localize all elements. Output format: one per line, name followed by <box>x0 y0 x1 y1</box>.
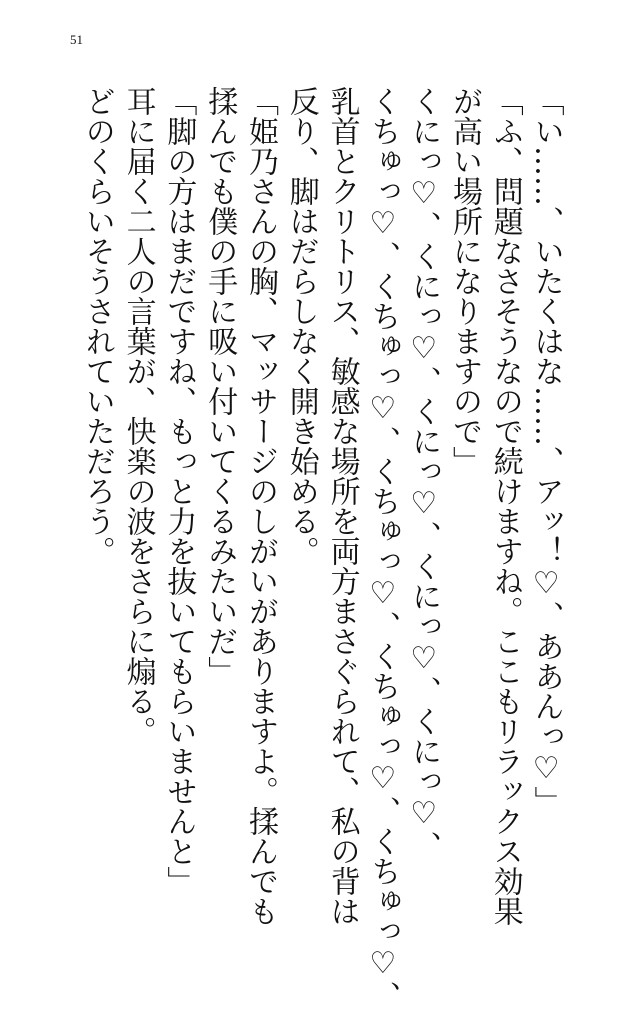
text-line-11: 耳に届く二人の言葉が、快楽の波をさらに煽る。 <box>120 86 156 746</box>
text-line-5: くちゅっ♡、くちゅっ♡、くちゅっ♡、くちゅっ♡、くちゅっ♡、 <box>365 86 401 1011</box>
text-line-2: 「ふ、問題なさそうなので続けますね。ここもリラックス効果 <box>487 86 523 926</box>
text-line-9: 揉んでも僕の手に吸い付いてくるみたいだ」 <box>202 86 238 686</box>
text-line-7: 反り、脚はだらしなく開き始める。 <box>283 86 319 566</box>
text-line-3: が高い場所になりますので」 <box>446 86 482 476</box>
page-number: 51 <box>70 32 83 47</box>
text-line-12: どのくらいそうされていただろう。 <box>79 86 115 566</box>
text-line-4: くにっ♡、くにっ♡、くにっ♡、くにっ♡、くにっ♡、 <box>406 86 442 861</box>
text-line-6: 乳首とクリトリス、敏感な場所を両方まさぐられて、私の背は <box>324 86 360 926</box>
text-line-8: 「姫乃さんの胸、マッサージのしがいがありますよ。揉んでも <box>242 86 278 926</box>
text-line-10: 「脚の方はまだですね、もっと力を抜いてもらいませんと」 <box>161 86 197 896</box>
vertical-text-body <box>76 86 566 1011</box>
text-line-1: 「い……、いたくはな……、アッ！♡、ああんっ♡」 <box>528 86 564 816</box>
